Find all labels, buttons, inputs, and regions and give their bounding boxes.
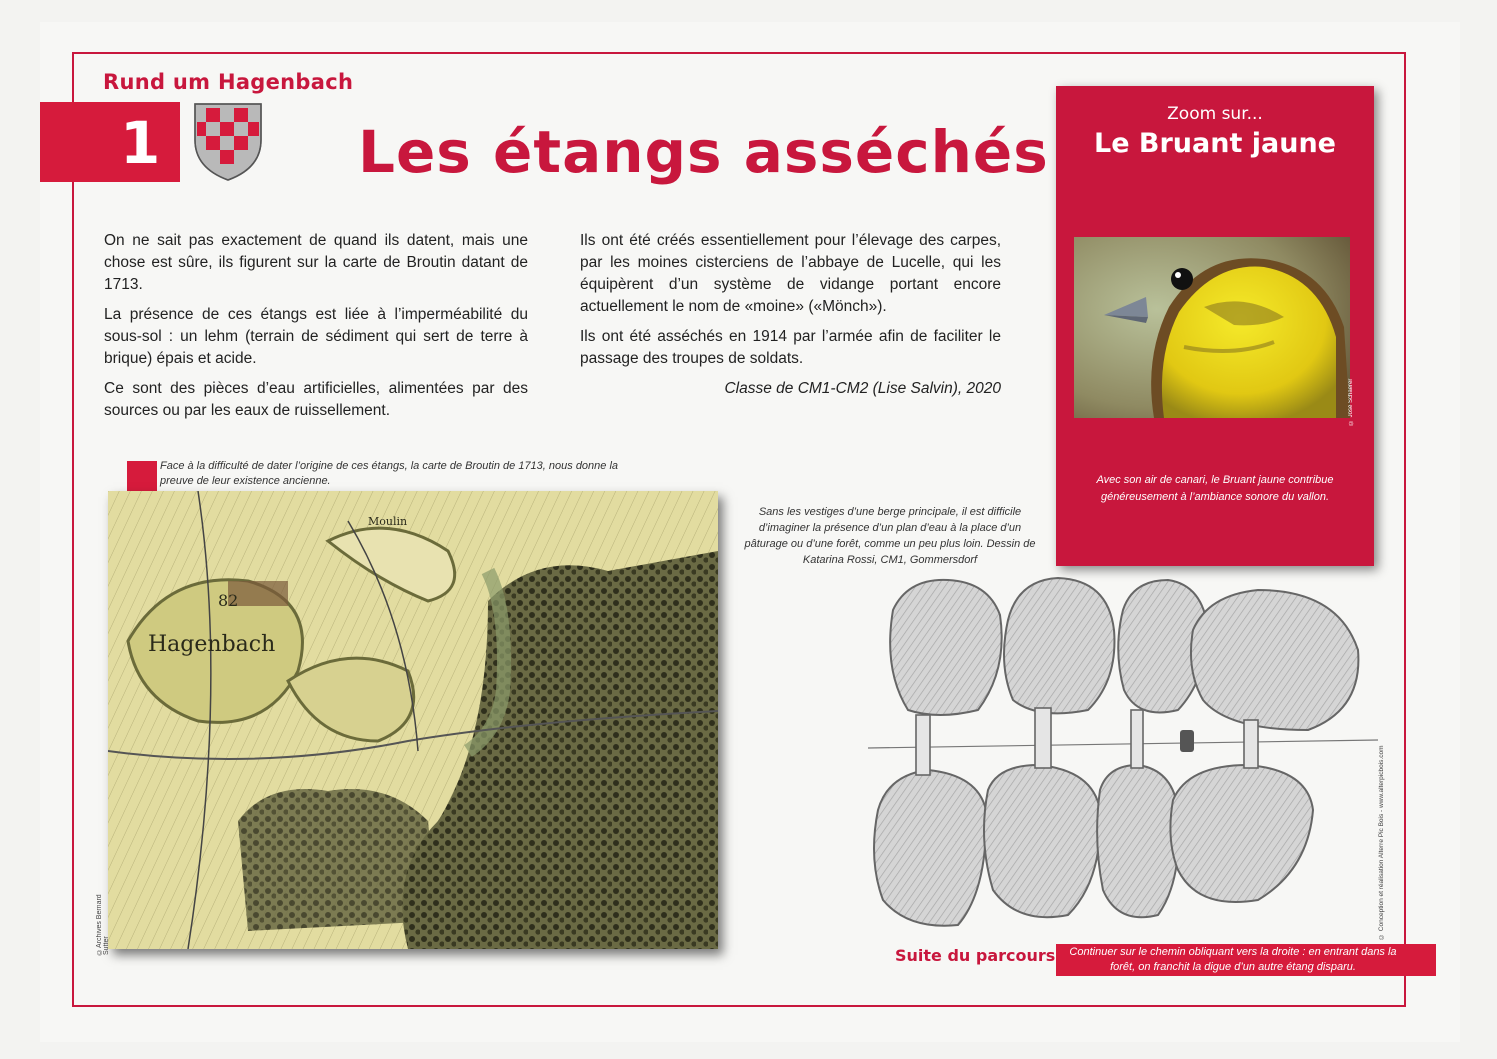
- map-credit: ©Archives Bernard Sutter: [96, 894, 110, 955]
- zoom-caption: Avec son air de canari, le Bruant jaune contribue généreusement à l’ambiance sonore du vallon.: [1096, 474, 1334, 503]
- production-credit: © Conception et réalisation Alterre Pic Bois - www.alterpicbois.com: [1378, 745, 1385, 940]
- paragraph: Ils ont été créés essentiellement pour l’élevage des carpes, par les moines cisterciens de l’abbaye de Lucelle, qui les équipèrent d’un système de vidange portant encore actuellement le nom de «moine» («Mönch»).: [580, 232, 1001, 315]
- paragraph: Ce sont des pièces d’eau artificielles, alimentées par des sources ou par les eaux de ruissellement.: [104, 380, 528, 419]
- next-stop-text: Continuer sur le chemin obliquant vers la droite : en entrant dans la forêt, on franchit la digue d’un autre étang disparu.: [1069, 946, 1397, 973]
- photo-credit: © José Schaerer: [1348, 378, 1354, 425]
- station-number: 1: [120, 109, 161, 177]
- map-caption-marker: [127, 461, 157, 491]
- text-column-right: [580, 230, 1001, 408]
- paragraph: La présence de ces étangs est liée à l’imperméabilité du sous-sol : un lehm (terrain de sédiment qui sert de terre à brique) épais et acide.: [104, 306, 528, 367]
- map-place-label: Hagenbach: [148, 632, 276, 657]
- zoom-heading: [1056, 104, 1374, 159]
- drawing-caption: Sans les vestiges d’une berge principale, il est difficile d’imaginer la présence d’un plan d’eau à la place d’un pâturage ou d’une forêt, comme un peu plus loin. Dessin de Katarina Rossi, CM1, Gommersdorf: [744, 506, 1036, 566]
- map-mill-label: Moulin: [368, 515, 408, 528]
- coat-of-arms-icon: [193, 100, 263, 182]
- page-title: Les étangs asséchés: [358, 118, 1049, 186]
- map-number-label: 82: [218, 591, 239, 610]
- map-caption: Face à la difficulté de dater l’origine de ces étangs, la carte de Broutin de 1713, nous donne la preuve de leur existence ancienne.: [160, 460, 619, 487]
- historic-map-broutin-1713: [108, 491, 718, 949]
- author-signature: Classe de CM1-CM2 (Lise Salvin), 2020: [724, 380, 1001, 397]
- yellowhammer-photo: [1074, 237, 1350, 418]
- next-stop-label: Suite du parcours: [895, 946, 1056, 965]
- zoom-subtitle: Zoom sur...: [1167, 104, 1263, 124]
- text-column-left: [104, 230, 528, 430]
- paragraph: Ils ont été asséchés en 1914 par l’armée afin de faciliter le passage des troupes de soldats.: [580, 328, 1001, 367]
- paragraph: On ne sait pas exactement de quand ils datent, mais une chose est sûre, ils figurent sur la carte de Broutin datant de 1713.: [104, 232, 528, 293]
- zoom-box: [1056, 86, 1374, 566]
- trail-brand: Rund um Hagenbach: [103, 70, 354, 94]
- zoom-title: Le Bruant jaune: [1093, 128, 1336, 159]
- child-pencil-drawing: [868, 570, 1378, 942]
